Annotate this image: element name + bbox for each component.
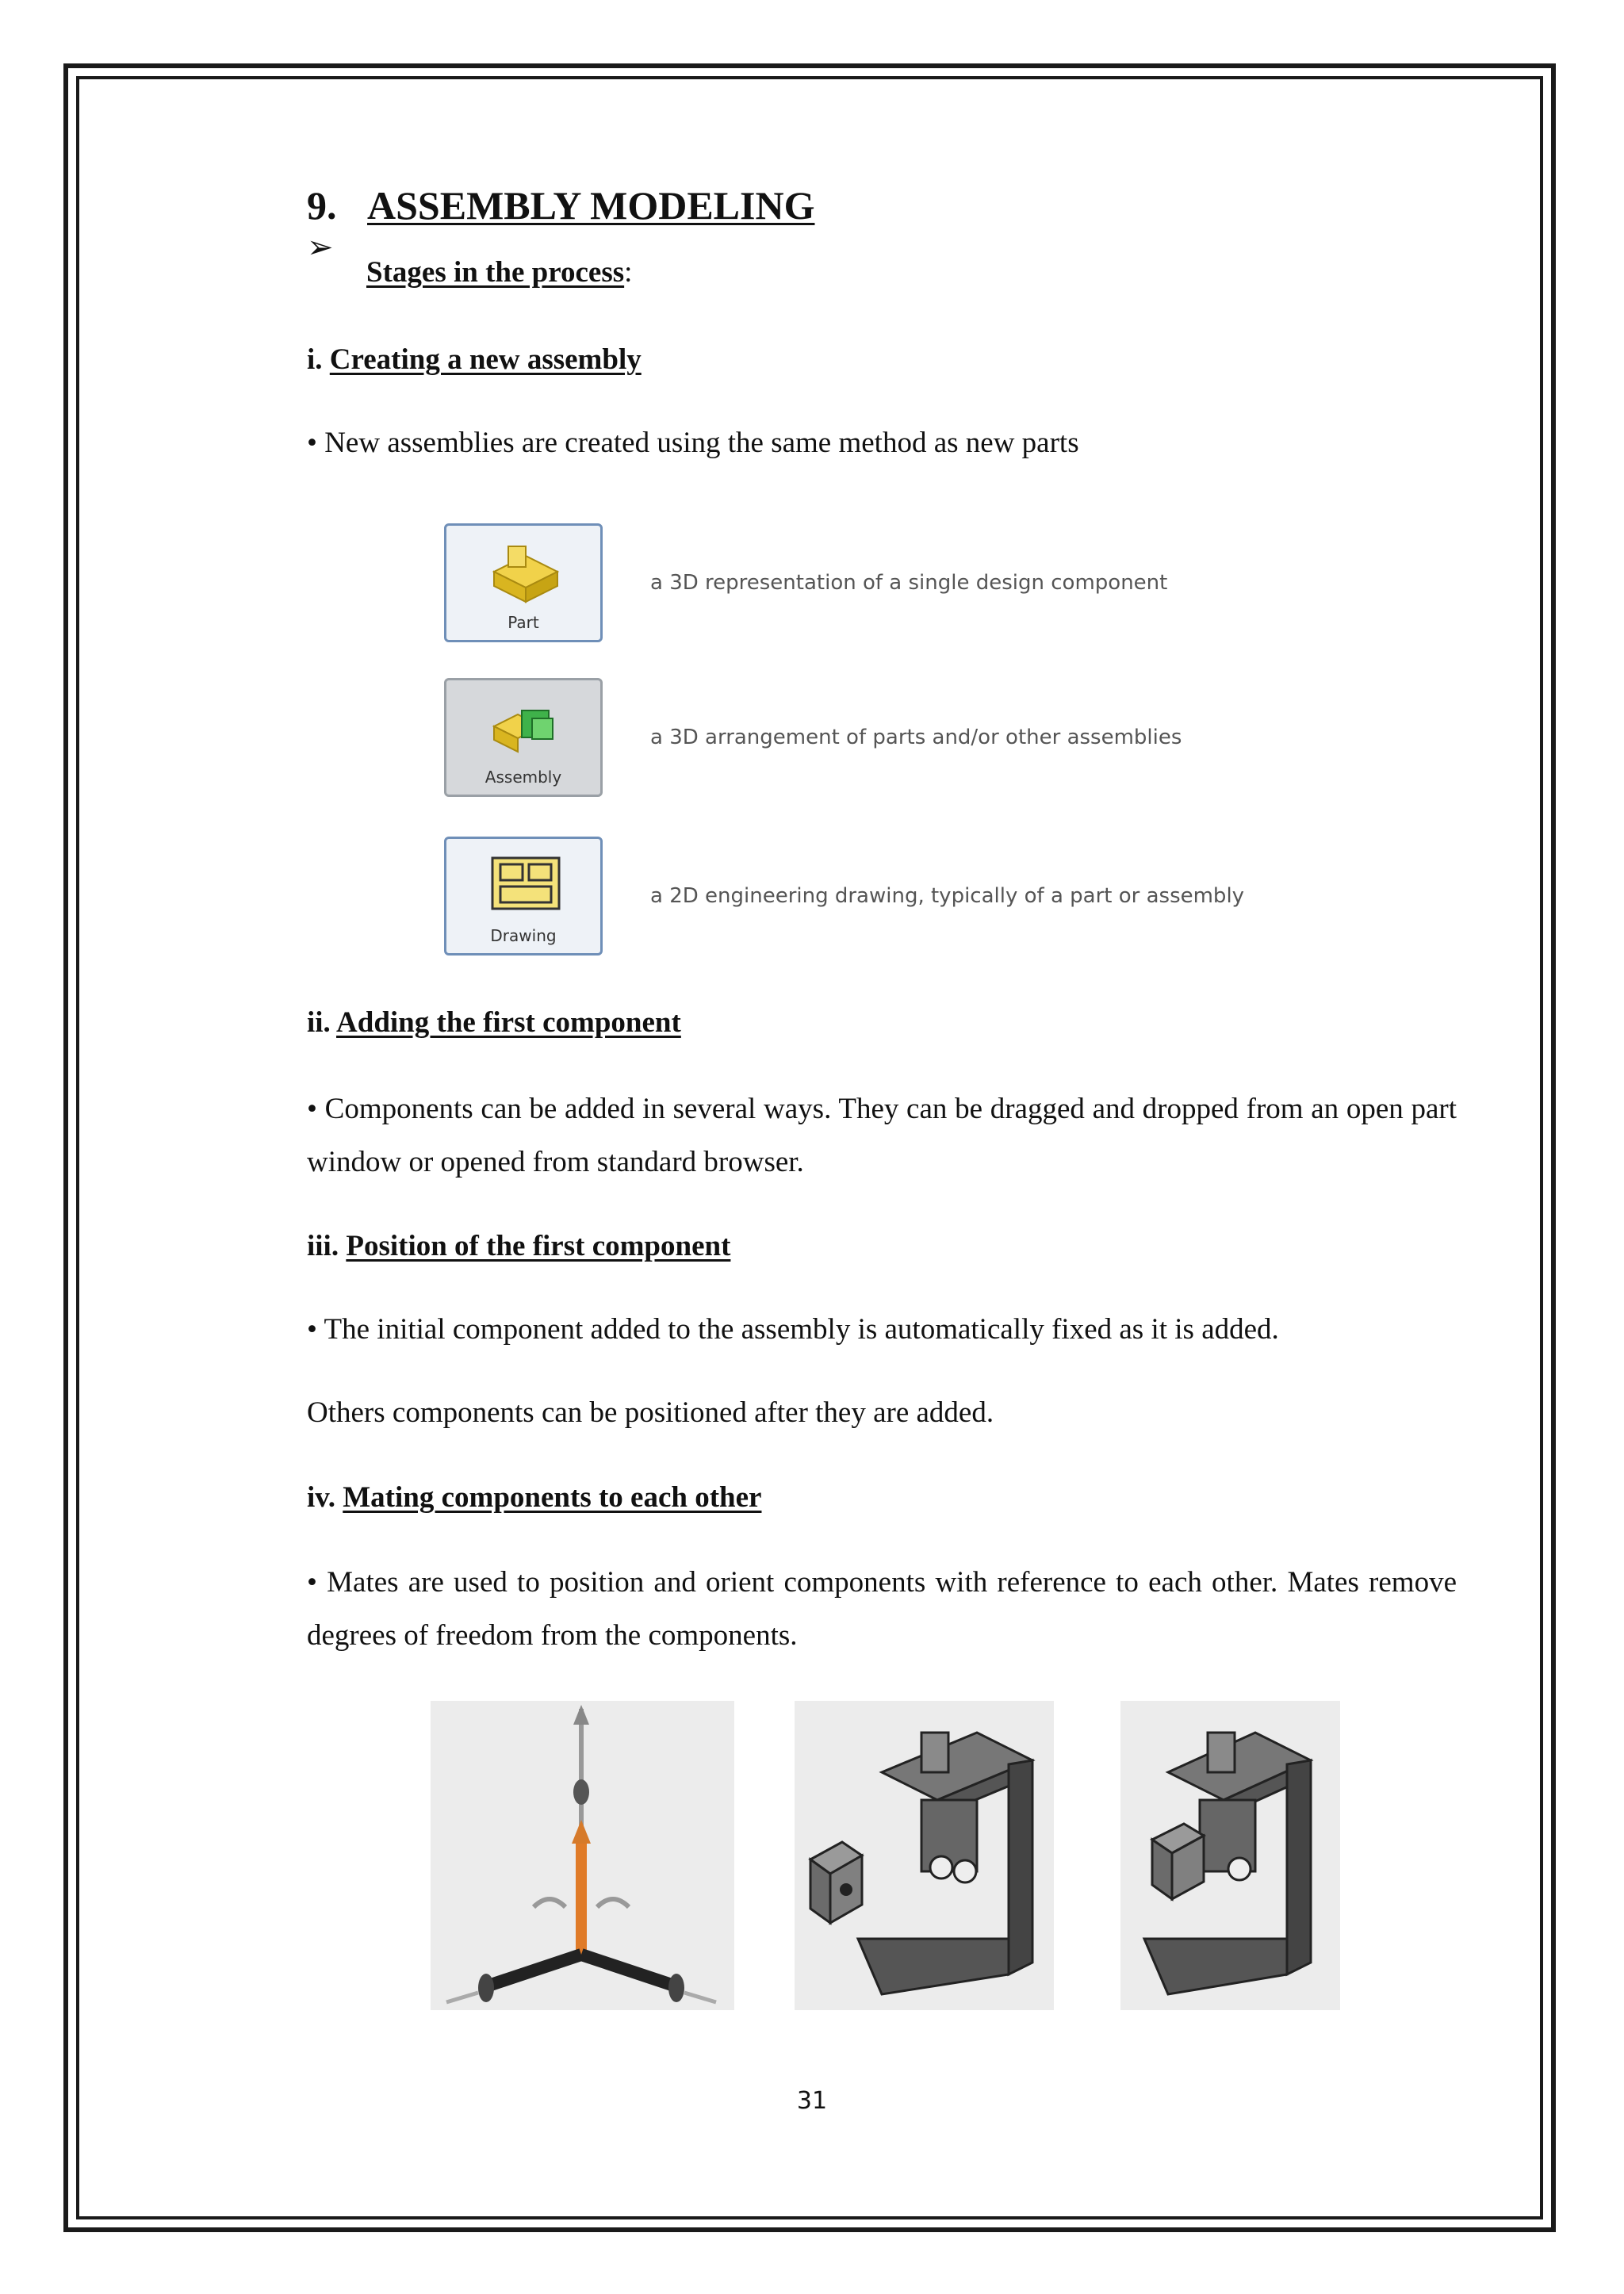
section-ii-text: • Components can be added in several ways. They can be dragged and dropped from an open part window or opened from standard browser. <box>307 1093 1457 1178</box>
components-mated-figure <box>1120 1701 1340 2010</box>
doc-type-drawing <box>444 837 1244 956</box>
section-i-text: • New assemblies are created using the same method as new parts <box>307 427 1079 459</box>
drawing-description: a 2D engineering drawing, typically of a part or assembly <box>650 884 1245 908</box>
part-description: a 3D representation of a single design component <box>650 571 1168 595</box>
section-title-i: i. Creating a new assembly <box>307 343 642 376</box>
components-separate-figure <box>795 1701 1054 2010</box>
heading-title: ASSEMBLY MODELING <box>367 183 815 228</box>
assembly-tile <box>444 678 603 797</box>
drawing-tile <box>444 837 603 956</box>
stages-label: Stages in the process: <box>366 256 633 289</box>
section-title-iv: iv. Mating components to each other <box>307 1481 762 1514</box>
part-tile-label: Part <box>508 613 539 632</box>
assembly-description: a 3D arrangement of parts and/or other assemblies <box>650 726 1182 749</box>
page-heading <box>307 182 814 228</box>
degrees-of-freedom-figure <box>431 1701 734 2010</box>
assembly-icon <box>486 695 565 758</box>
section-title-ii: ii. Adding the first component <box>307 1006 681 1039</box>
doc-type-part <box>444 523 1167 642</box>
section-iii-text-2: Others components can be positioned after they are added. <box>307 1396 994 1429</box>
page-number: 31 <box>796 2087 828 2115</box>
assembly-tile-label: Assembly <box>485 768 562 787</box>
drawing-tile-label: Drawing <box>490 926 557 945</box>
section-title-iii: iii. Position of the first component <box>307 1230 731 1262</box>
drawing-icon <box>486 853 565 917</box>
arrow-bullet-icon: ➢ <box>307 229 334 265</box>
section-iv-text: • Mates are used to position and orient components with reference to each other. Mates remove degrees of freedom from the components. <box>307 1566 1457 1652</box>
part-icon <box>486 540 565 603</box>
part-tile <box>444 523 603 642</box>
heading-number: 9. <box>307 183 337 228</box>
section-iii-text-1: • The initial component added to the assembly is automatically fixed as it is added. <box>307 1313 1279 1346</box>
doc-type-assembly <box>444 678 1182 797</box>
